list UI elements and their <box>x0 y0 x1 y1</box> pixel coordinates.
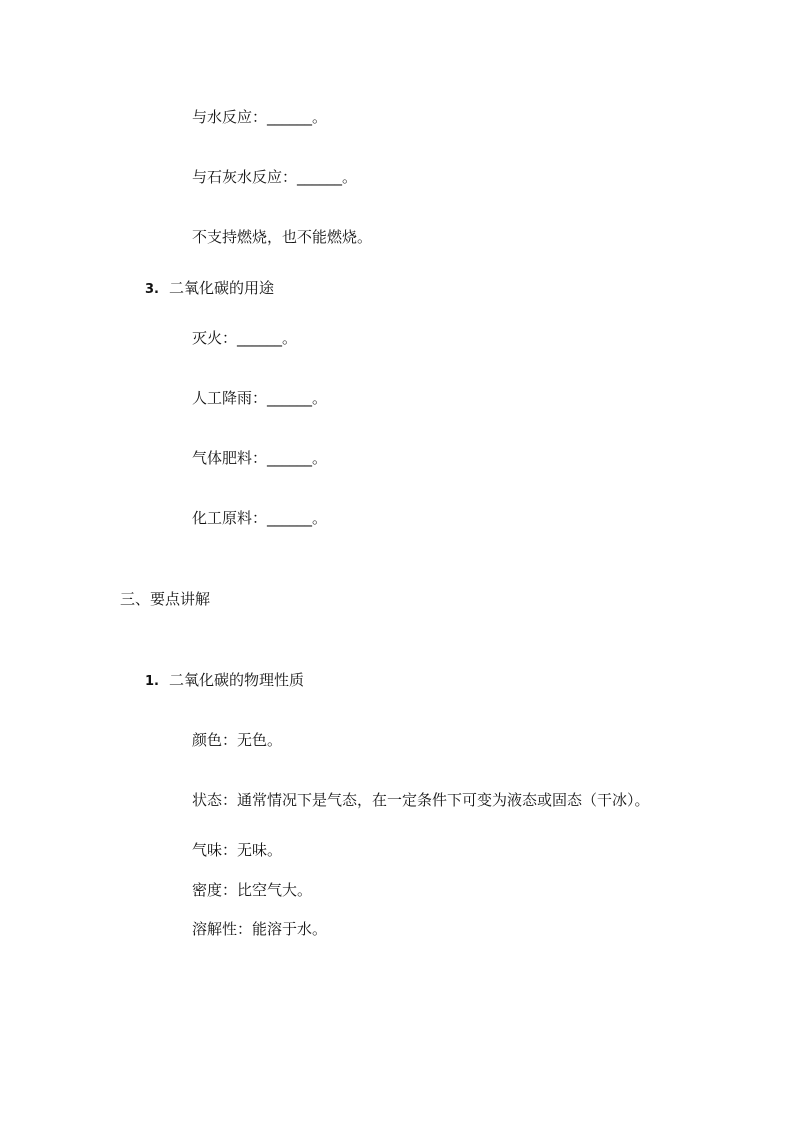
use-gas-fertilizer: 气体肥料：______。 <box>192 449 328 467</box>
prop-state: 状态：通常情况下是气态，在一定条件下可变为液态或固态（干冰）。 <box>192 791 650 809</box>
prop-solubility: 溶解性：能溶于水。 <box>192 920 328 938</box>
combustion-property: 不支持燃烧，也不能燃烧。 <box>192 228 373 246</box>
use-chemical-material: 化工原料：______。 <box>192 509 328 527</box>
prop-color: 颜色：无色。 <box>192 731 283 749</box>
use-fire-extinguishing: 灭火：______。 <box>192 329 298 347</box>
reaction-with-water: 与水反应：______。 <box>192 108 328 126</box>
item-3-title: 二氧化碳的用途 <box>169 279 275 297</box>
point-1-title: 二氧化碳的物理性质 <box>169 671 305 689</box>
section-3-heading: 三、要点讲解 <box>120 590 211 608</box>
prop-density: 密度：比空气大。 <box>192 881 313 899</box>
point-1-number: 1. <box>145 674 159 689</box>
item-3-number: 3. <box>145 282 159 297</box>
use-artificial-rain: 人工降雨：______。 <box>192 389 328 407</box>
prop-odor: 气味：无味。 <box>192 841 283 859</box>
item-3-heading <box>145 278 274 300</box>
reaction-with-limewater: 与石灰水反应：______。 <box>192 168 358 186</box>
point-1-heading <box>145 670 304 692</box>
